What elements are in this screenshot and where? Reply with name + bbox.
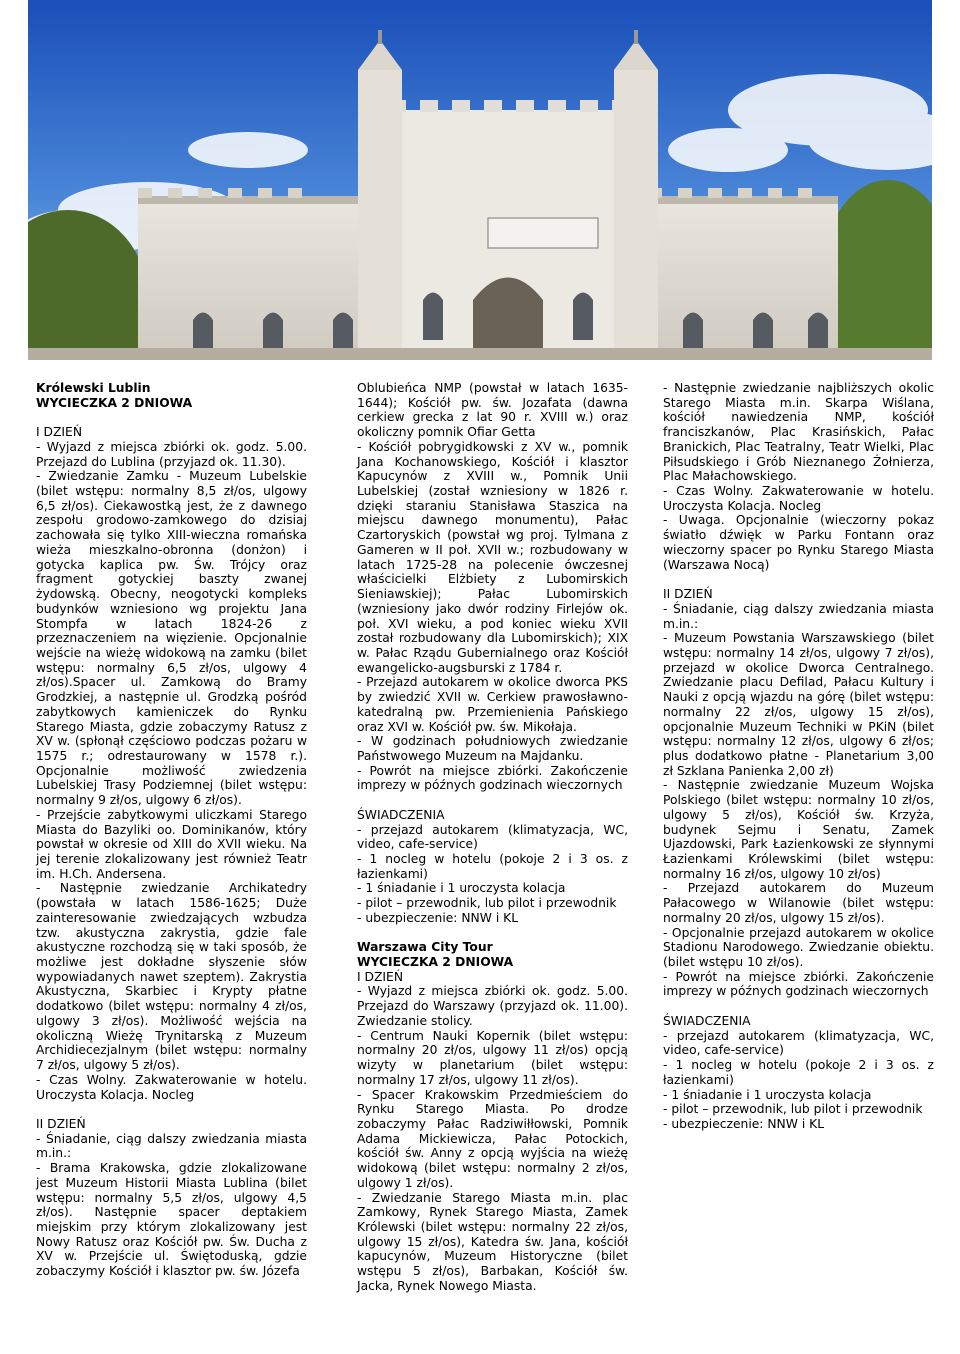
paragraph: - Powrót na miejsce zbiórki. Zakończenie imprezy w późnych godzinach wieczornych bbox=[663, 969, 934, 999]
services-heading: ŚWIADCZENIA bbox=[663, 1013, 751, 1028]
day1-heading: I DZIEŃ bbox=[36, 425, 83, 440]
paragraph: Oblubieńca NMP (powstał w latach 1635-1644); Kościół pw. św. Jozafata (dawna cerkiew grecka z lat 90 r. XVIII w.) oraz okoliczny pomnik Ofiar Getta bbox=[357, 381, 628, 440]
paragraph: - Następnie zwiedzanie Muzeum Wojska Polskiego (bilet wstępu: normalny 10 zł/os, ulgowy 5 zł/os), Kościół św. Krzyża, budynek Sejmu i Senatu, Zamek Ujazdowski, Park Łazienkowski ze słynnymi Łazienkami Królewskimi (bilet wstępu: normalny 16 zł/os, ulgowy 10 zł/os) bbox=[663, 778, 934, 881]
service-item: - 1 nocleg w hotelu (pokoje 2 i 3 os. z łazienkami) bbox=[663, 1058, 934, 1087]
paragraph: - Muzeum Powstania Warszawskiego (bilet wstępu: normalny 14 zł/os, ulgowy 7 zł/os), przejazd w okolice Dworca Centralnego. Zwiedzanie placu Defilad, Pałacu Kultury i Nauki z opcją wjazdu na górę (bilet wstępu: normalny 22 zł/os, ulgowy 15 zł/os), opcjonalnie Muzeum Techniki w PKiN (bilet wstępu: normalny 12 zł/os, ulgowy 6 zł/os; plus dodatkowo płatne - Planetarium 3,00 zł Szklana Panienka 2,00 zł) bbox=[663, 631, 934, 778]
paragraph: - Następnie zwiedzanie najbliższych okolic Starego Miasta m.in. Skarpa Wiślana, kościół nawiedzenia NMP, kościół franciszkanów, Plac Krasińskich, Pałac Branickich, Plac Teatralny, Teatr Wielki, Plac Piłsudskiego i Grób Nieznanego Żołnierza, Plac Małachowskiego. bbox=[663, 381, 934, 484]
paragraph: - Czas Wolny. Zakwaterowanie w hotelu. Uroczysta Kolacja. Nocleg bbox=[36, 1072, 307, 1102]
paragraph: - Powrót na miejsce zbiórki. Zakończenie imprezy w późnych godzinach wieczornych bbox=[357, 763, 628, 793]
service-item: - ubezpieczenie: NNW i KL bbox=[663, 1116, 825, 1131]
paragraph: - Zwiedzanie Zamku - Muzeum Lubelskie (bilet wstępu: normalny 8,5 zł/os, ulgowy 6,5 zł/os). Ciekawostką jest, że z dawnego zespołu grodowo-zamkowego do dzisiaj zachowała się tylko XIII-wieczna romańska wieża mieszkalno-obronna (donżon) i gotycka kaplica pw. Św. Trójcy oraz fragment gotyckiej baszty zwanej żydowską. Obecny, neogotycki kompleks budynków wzniesiono wg projektu Jana Stompfa w latach 1824-26 z przeznaczeniem na więzienie. Opcjonalnie wejście na wieżę widokową na zamku (bilet wstępu: normalny 6,5 zł/os, ulgowy 4 zł/os).Spacer ul. Zamkową do Bramy Grodzkiej, a następnie ul. Grodzką pośród zabytkowych kamieniczek do Rynku Starego Miasta, gdzie zobaczymy Ratusz z XV w. (spłonął częściowo podczas pożaru w 1575 r.; odrestaurowany w 1578 r.). Opcjonalnie możliwość zwiedzenia Lubelskiej Trasy Podziemnej (bilet wstępu: normalny 9 zł/os, ulgowy 6 zł/os). bbox=[36, 469, 307, 808]
lublin-castle-photo bbox=[28, 0, 932, 360]
paragraph: - Spacer Krakowskim Przedmieściem do Rynku Starego Miasta. Po drodze zobaczymy Pałac Radziwiłłowski, Pomnik Adama Mickiewicza, Pałac Potockich, kościół św. Anny z opcją wyjścia na wieżę widokową (bilet wstępu: normalny 2 zł/os, ulgowy 1 zł/os). bbox=[357, 1087, 628, 1190]
day2-heading: II DZIEŃ bbox=[663, 587, 713, 602]
subtitle-warszawa: WYCIECZKA 2 DNIOWA bbox=[357, 955, 514, 970]
paragraph: - Centrum Nauki Kopernik (bilet wstępu: normalny 20 zł/os, ulgowy 11 zł/os) opcją wizyty w planetarium (bilet wstępu: normalny 17 zł/os, ulgowy 11 zł/os). bbox=[357, 1028, 628, 1087]
paragraph: - Przejazd autokarem do Muzeum Pałacowego w Wilanowie (bilet wstępu: normalny 20 zł/os, ulgowy 15 zł/os). bbox=[663, 881, 934, 925]
paragraph: - Kościół pobrygidkowski z XV w., pomnik Jana Kochanowskiego, Kościół i klasztor Kapucynów z XVIII w., Pomnik Unii Lubelskiej (został wzniesiony w 1826 r. dzięki staraniu Stanisława Staszica na miejscu dawnego monumentu), Pałac Czartoryskich (powstał wg proj. Tylmana z Gameren w II poł. XVII w.; rozbudowany w latach 1725-28 na polecenie ówczesnej właścicielki Elżbiety z Lubomirskich Sieniawskiej); Pałac Lubomirskich (wzniesiony jako dwór rodziny Firlejów ok. poł. XVI wieku, a pod koniec wieku XVII został rozbudowany dla Lubomirskich); XIX w. Pałac Rządu Gubernialnego oraz Kościół ewangelicko-augsburski z 1784 r. bbox=[357, 439, 628, 675]
paragraph: - W godzinach południowych zwiedzanie Państwowego Muzeum na Majdanku. bbox=[357, 734, 628, 763]
paragraph: - Uwaga. Opcjonalnie (wieczorny pokaz światło dźwięk w Parku Fontann oraz wieczorny spacer po Rynku Starego Miasta (Warszawa Nocą) bbox=[663, 513, 934, 572]
service-item: - 1 śniadanie i 1 uroczysta kolacja bbox=[357, 881, 566, 896]
paragraph: - Przejazd autokarem w okolice dworca PKS by zwiedzić XVII w. Cerkiew prawosławno-katedralną pw. Przemienienia Pańskiego oraz XVI w. Kościół pw. św. Mikołaja. bbox=[357, 675, 628, 734]
day2-heading: II DZIEŃ bbox=[36, 1116, 86, 1131]
paragraph: - Opcjonalnie przejazd autokarem w okolice Stadionu Narodowego. Zwiedzanie obiektu. (bilet wstępu 10 zł/os). bbox=[663, 925, 934, 970]
service-item: - 1 śniadanie i 1 uroczysta kolacja bbox=[663, 1087, 872, 1102]
services-heading: ŚWIADCZENIA bbox=[357, 807, 445, 822]
title-warszawa: Warszawa City Tour bbox=[357, 940, 493, 955]
paragraph: - Śniadanie, ciąg dalszy zwiedzania miasta m.in.: bbox=[663, 601, 934, 631]
service-item: - 1 nocleg w hotelu (pokoje 2 i 3 os. z łazienkami) bbox=[357, 852, 628, 881]
column-warszawa bbox=[663, 381, 934, 1132]
service-item: - pilot – przewodnik, lub pilot i przewodnik bbox=[357, 896, 617, 911]
service-item: - pilot – przewodnik, lub pilot i przewodnik bbox=[663, 1102, 923, 1117]
paragraph: - Zwiedzanie Starego Miasta m.in. plac Zamkowy, Rynek Starego Miasta, Zamek Królewski (bilet wstępu: normalny 22 zł/os, ulgowy 15 zł/os), Katedra św. Jana, kościół kapucynów, Muzeum Historyczne (bilet wstępu 5 zł/os), Barbakan, Kościół św. Jacka, Rynek Nowego Miasta. bbox=[357, 1190, 628, 1293]
paragraph: - Czas Wolny. Zakwaterowanie w hotelu. Uroczysta Kolacja. Nocleg bbox=[663, 484, 934, 513]
paragraph: - Brama Krakowska, gdzie zlokalizowane jest Muzeum Historii Miasta Lublina (bilet wstępu: normalny 5,5 zł/os, ulgowy 4,5 zł/os). Następnie spacer deptakiem miejskim przy którym zlokalizowany jest Nowy Ratusz oraz Kościół pw. Św. Ducha z XV w. Przejście ul. Świętoduską, gdzie zobaczymy Kościół i klasztor pw. św. Józefa bbox=[36, 1161, 307, 1279]
column-lublin bbox=[36, 381, 307, 1279]
paragraph: - Następnie zwiedzanie Archikatedry (powstała w latach 1586-1625; Duże zainteresowanie zwiedzających wzbudza tzw. akustyczna zakrystia, gdzie fale akustyczne rozchodzą się w taki sposób, że możliwe jest dokładne słyszenie słów wypowiadanych nawet szeptem). Zakrystia Akustyczna, Skarbiec i Krypty płatne dodatkowo (bilet wstępu: normalny 4 zł/os, ulgowy 3 zł/os). Możliwość wejścia na okoliczną Wieżę Trynitarską z Muzeum Archidiecezjalnym (bilet wstępu: normalny 7 zł/os, ulgowy 5 zł/os). bbox=[36, 881, 307, 1073]
service-item: - ubezpieczenie: NNW i KL bbox=[357, 910, 519, 925]
paragraph: - Przejście zabytkowymi uliczkami Starego Miasta do Bazyliki oo. Dominikanów, który powstał w okresie od XIII do XVII wieku. Na jej terenie zlokalizowany jest również Teatr im. H.Ch. Andersena. bbox=[36, 807, 307, 881]
service-item: - przejazd autokarem (klimatyzacja, WC, video, cafe-service) bbox=[357, 822, 628, 852]
paragraph: - Śniadanie, ciąg dalszy zwiedzania miasta m.in.: bbox=[36, 1131, 307, 1161]
title-lublin: Królewski Lublin bbox=[36, 381, 151, 395]
column-middle bbox=[357, 381, 628, 1294]
service-item: - przejazd autokarem (klimatyzacja, WC, video, cafe-service) bbox=[663, 1028, 934, 1058]
day1-heading: I DZIEŃ bbox=[357, 969, 404, 984]
subtitle-lublin: WYCIECZKA 2 DNIOWA bbox=[36, 395, 193, 410]
paragraph: - Wyjazd z miejsca zbiórki ok. godz. 5.00. Przejazd do Warszawy (przyjazd ok. 11.00). Zwiedzanie stolicy. bbox=[357, 984, 628, 1028]
paragraph: - Wyjazd z miejsca zbiórki ok. godz. 5.00. Przejazd do Lublina (przyjazd ok. 11.30). bbox=[36, 439, 307, 469]
